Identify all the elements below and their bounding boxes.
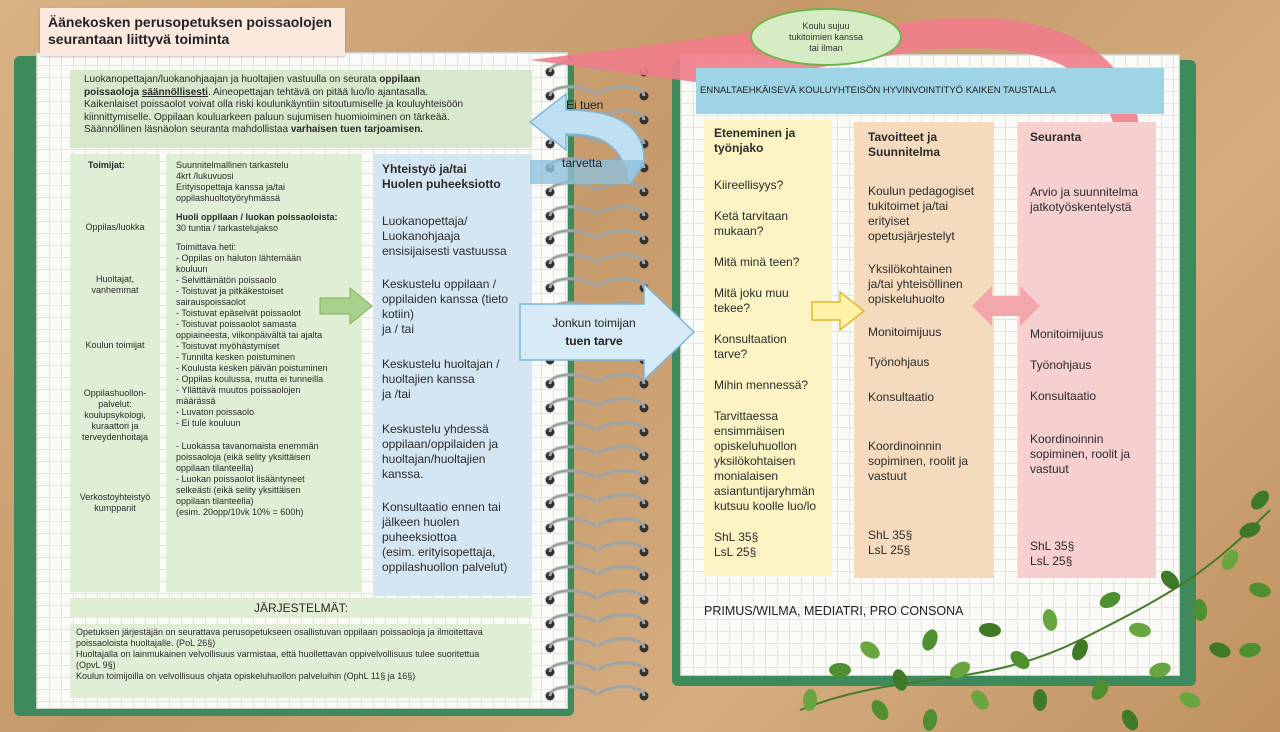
- goals-item-line: ShL 35§: [868, 528, 913, 542]
- needs-support-line-1: Jonkun toimijan: [552, 316, 636, 330]
- act-item: kouluun: [176, 264, 208, 274]
- no-support-line-1: Ei tuen: [566, 98, 604, 112]
- progress-item-line: asiantuntijaryhmän: [714, 484, 815, 498]
- law-line: Huoltajalla on lainmukainen velvollisuus varmistaa, että huollettavan oppivelvollisuus tulee suoritettua: [76, 649, 480, 659]
- progress-item-line: Ketä tarvitaan: [714, 209, 789, 223]
- progress-item-line: opiskeluhuollon: [714, 439, 797, 453]
- systems-list: PRIMUS/WILMA, MEDIATRI, PRO CONSONA: [704, 604, 964, 618]
- green-arrow: [318, 286, 374, 326]
- plan-line: Suunnitelmallinen tarkastelu: [176, 160, 289, 170]
- actor-guardians: Huoltajat, vanhemmat: [91, 274, 139, 295]
- progress-item-line: kutsuu koolle luo/lo: [714, 499, 817, 513]
- bubble-school-going-well: [750, 8, 902, 66]
- act-item: - Luvaton poissaolo: [176, 407, 255, 417]
- class-item: oppilaan tilanteella): [176, 463, 254, 473]
- cooperation-block-line: Keskustelu yhdessä: [382, 422, 489, 436]
- laws-box: [70, 624, 532, 698]
- goals-item: [868, 325, 980, 340]
- followup-item: [1030, 327, 1144, 342]
- class-item: selkeästi (eikä selity yksittäisen: [176, 485, 301, 495]
- cooperation-block: [382, 214, 524, 259]
- act-item: - Toistuvat myöhästymiset: [176, 341, 280, 351]
- plan-text: [176, 160, 352, 204]
- progress-item: [714, 378, 822, 393]
- class-item: - Luokassa tavanomaista enemmän: [176, 441, 319, 451]
- actor-network-partners: Verkostoyhteistyö kumppanit: [79, 492, 151, 513]
- followup-item: [1030, 185, 1144, 215]
- goals-item-line: tukitoimet ja/tai: [868, 199, 949, 213]
- class-list: [176, 441, 352, 518]
- followup-item-line: vastuut: [1030, 462, 1069, 476]
- cooperation-block-line: kanssa.: [382, 467, 424, 481]
- concern-value: 30 tuntia / tarkastelujakso: [176, 223, 279, 233]
- progress-item-line: Tarvittaessa: [714, 409, 779, 423]
- goals-item-line: Työnohjaus: [868, 355, 930, 369]
- followup-item: [1030, 358, 1144, 373]
- law-line: poissaoloista huoltajalle. (PoL 26§): [76, 638, 216, 648]
- right-header: [696, 68, 1164, 114]
- goals-item-line: vastuut: [868, 469, 907, 483]
- progress-item-line: yksilökohtaisen: [714, 454, 796, 468]
- pink-double-arrow: [970, 284, 1042, 328]
- goals-item: [868, 355, 980, 370]
- cooperation-block-line: oppilashuollon palvelut): [382, 560, 508, 574]
- needs-support-arrow: [518, 282, 696, 382]
- right-header-text: ENNALTAEHKÄISEVÄ KOULUYHTEISÖN HYVINVOINTITYÖ KAIKEN TAUSTALLA: [700, 85, 1056, 96]
- act-item: - Yllättävä muutos poissaolojen: [176, 385, 301, 395]
- cooperation-block-line: Keskustelu huoltajan /: [382, 357, 500, 371]
- goals-item-line: Yksilökohtainen: [868, 262, 953, 276]
- cooperation-block-line: ensisijaisesti vastuussa: [382, 244, 507, 258]
- intro-line5-pre: Säännöllinen läsnäolon seuranta mahdollistaa: [84, 124, 291, 135]
- followup-item-line: Työnohjaus: [1030, 358, 1092, 372]
- act-item: - Toistuvat poissaolot samasta: [176, 319, 297, 329]
- act-item: - Oppilas koulussa, mutta ei tunneilla: [176, 374, 324, 384]
- bubble-line-1: Koulu sujuu: [802, 20, 850, 31]
- plan-line: Erityisopettaja kanssa ja/tai: [176, 182, 286, 192]
- intro-box: [70, 70, 532, 148]
- yellow-arrow: [810, 290, 866, 332]
- title-box: [40, 8, 345, 56]
- bubble-line-3: tai ilman: [809, 42, 843, 53]
- progress-item-line: tarve?: [714, 347, 748, 361]
- cooperation-column: [374, 154, 532, 596]
- cooperation-block-line: Keskustelu oppilaan /: [382, 277, 497, 291]
- actor-student-welfare: Oppilashuollon-palvelut: koulupsykologi, kuraattori ja terveydenhoitaja: [81, 388, 149, 442]
- act-item: sairauspoissaolot: [176, 297, 246, 307]
- goals-item-line: Monitoimijuus: [868, 325, 942, 339]
- no-support-line-2: tarvetta: [562, 156, 603, 170]
- followup-item-line: sopiminen, roolit ja: [1030, 447, 1131, 461]
- act-item: - Oppilas on haluton lähtemään: [176, 253, 302, 263]
- class-item: (esim. 20opp/10vk 10% = 600h): [176, 507, 304, 517]
- act-item: määrässä: [176, 396, 216, 406]
- goals-item-line: LsL 25§: [868, 543, 911, 557]
- intro-line4: kiinnittymiselle. Oppilaan kouluarkeen paluun sujumisen huomioiminen on tärkeää.: [84, 111, 450, 123]
- goals-item: [868, 184, 980, 244]
- followup-title: Seuranta: [1030, 130, 1082, 144]
- cooperation-block-line: kotiin): [382, 307, 415, 321]
- cooperation-block-line: Luokanopettaja/: [382, 214, 468, 228]
- class-item: - Luokan poissaolot lisääntyneet: [176, 474, 305, 484]
- act-list: [176, 253, 352, 429]
- law-line: Koulun toimijoilla on velvollisuus ohjata opiskeluhuollon palveluihin (OphL 11§ ja 16§): [76, 671, 416, 681]
- bubble-line-2: tukitoimien kanssa: [788, 31, 864, 42]
- concern-title: Huoli oppilaan / luokan poissaoloista:: [176, 212, 338, 222]
- intro-line3: Kaikenlaiset poissaolot voivat olla riski koulunkäyntiin sitoutumiselle ja kouluyhteisöön: [84, 99, 464, 110]
- cooperation-block-line: oppilaiden kanssa (tieto: [382, 292, 509, 306]
- followup-item-line: Konsultaatio: [1030, 389, 1097, 403]
- followup-item-line: LsL 25§: [1030, 554, 1073, 568]
- progress-item-line: LsL 25§: [714, 545, 757, 559]
- goals-item-line: sopiminen, roolit ja: [868, 454, 969, 468]
- plan-line: oppilashuoltotyöryhmässä: [176, 193, 281, 203]
- class-item: poissaoloja (eikä selity yksittäisen: [176, 452, 311, 462]
- act-title: Toimittava heti:: [176, 242, 237, 252]
- followup-item-line: Monitoimijuus: [1030, 327, 1104, 341]
- plant-decoration: [780, 470, 1280, 732]
- cooperation-title-2: Huolen puheeksiotto: [382, 177, 501, 191]
- progress-item-line: ensimmäisen: [714, 424, 785, 438]
- cooperation-block: [382, 277, 524, 337]
- cooperation-block-line: Konsultaatio ennen tai: [382, 500, 501, 514]
- law-line: Opetuksen järjestäjän on seurattava perusopetukseen osallistuvan oppilaan poissaoloja ja ilmoitettava: [76, 627, 483, 637]
- actors-header: Toimijat:: [88, 160, 125, 170]
- goals-item-line: opiskeluhuolto: [868, 292, 945, 306]
- plan-line: 4krt /lukuvuosi: [176, 171, 234, 181]
- systems-label: JÄRJESTELMÄT:: [253, 601, 349, 615]
- cooperation-block: [382, 422, 524, 482]
- cooperation-block: [382, 357, 524, 402]
- progress-item: [714, 286, 822, 316]
- goals-title-2: Suunnitelma: [868, 145, 941, 159]
- cooperation-blocks: [382, 214, 524, 575]
- laws-list: [76, 627, 526, 682]
- progress-item-line: Mitä minä teen?: [714, 255, 800, 269]
- progress-title-1: Eteneminen ja: [714, 126, 796, 140]
- act-item: - Toistuvat epäselvät poissaolot: [176, 308, 301, 318]
- intro-line2-rest: . Aineopettajan tehtävä on pitää luo/lo ajantasalla.: [207, 86, 429, 98]
- title-line-2: seurantaan liittyvä toiminta: [48, 31, 230, 47]
- goals-title-1: Tavoitteet ja: [868, 130, 938, 144]
- cooperation-title-1: Yhteistyö ja/tai: [382, 162, 467, 176]
- cooperation-block-line: huoltajien kanssa: [382, 372, 475, 386]
- law-line: (OpvL 9§): [76, 660, 116, 670]
- goals-item: [868, 390, 980, 405]
- followup-item-line: Arvio ja suunnitelma: [1030, 185, 1139, 199]
- intro-line2-bold: poissaoloja: [84, 86, 142, 98]
- cooperation-block-line: oppilaan/oppilaiden ja: [382, 437, 499, 451]
- progress-item-line: Konsultaation: [714, 332, 787, 346]
- cooperation-block-line: ja /tai: [382, 387, 411, 401]
- followup-item-line: ShL 35§: [1030, 539, 1075, 553]
- actor-school-staff: Koulun toimijat: [85, 340, 145, 350]
- class-item: oppilaan tilanteella): [176, 496, 254, 506]
- intro-line2-underline: säännöllisesti: [141, 86, 208, 98]
- goals-item-line: Koordinoinnin: [868, 439, 942, 453]
- needs-support-line-2: tuen tarve: [565, 334, 623, 348]
- followup-item: [1030, 389, 1144, 404]
- cooperation-block-line: (esim. erityisopettaja,: [382, 545, 496, 559]
- no-support-arrow: [526, 80, 652, 190]
- progress-title-2: työnjako: [714, 141, 764, 155]
- progress-item-line: Mitä joku muu: [714, 286, 789, 300]
- systems-label-box: [70, 598, 532, 618]
- cooperation-block-line: puheeksiottoa: [382, 530, 457, 544]
- intro-line1-pre: Luokanopettajan/luokanohjaajan ja huoltajien vastuulla on seurata: [84, 74, 380, 85]
- progress-item: [714, 178, 822, 193]
- progress-item-line: Kiireellisyys?: [714, 178, 784, 192]
- actor-student: Oppilas/luokka: [85, 222, 145, 232]
- title-line-1: Äänekosken perusopetuksen poissaolojen: [48, 14, 332, 30]
- cooperation-block-line: huoltajan/huoltajien: [382, 452, 486, 466]
- intro-line1-bold: oppilaan: [379, 74, 421, 85]
- goals-item-line: erityiset: [868, 214, 910, 228]
- progress-item-line: Mihin mennessä?: [714, 378, 809, 392]
- goals-item: [868, 262, 980, 307]
- act-item: - Toistuvat ja pitkäkestoiset: [176, 286, 284, 296]
- goals-item-line: Koulun pedagogiset: [868, 184, 975, 198]
- followup-item-line: Koordinoinnin: [1030, 432, 1104, 446]
- actors-column: [70, 154, 160, 592]
- act-item: - Tunnilta kesken poistuminen: [176, 352, 296, 362]
- goals-item-line: Konsultaatio: [868, 390, 935, 404]
- progress-item-line: monialaisen: [714, 469, 779, 483]
- cooperation-block: [382, 500, 524, 575]
- intro-line5-bold: varhaisen tuen tarjoamisen.: [290, 124, 424, 135]
- progress-item: [714, 332, 822, 362]
- cooperation-block-line: jälkeen huolen: [382, 515, 460, 529]
- progress-item-line: ShL 35§: [714, 530, 759, 544]
- act-item: - Selvittämätön poissaolo: [176, 275, 277, 285]
- act-item: oppiaineesta, viikonpäivältä tai ajalta: [176, 330, 323, 340]
- goals-item-line: opetusjärjestelyt: [868, 229, 955, 243]
- act-item: - Ei tule kouluun: [176, 418, 241, 428]
- progress-item-line: mukaan?: [714, 224, 764, 238]
- act-item: - Koulusta kesken päivän poistuminen: [176, 363, 328, 373]
- cooperation-block-line: Luokanohjaaja: [382, 229, 461, 243]
- cooperation-block-line: ja / tai: [382, 322, 415, 336]
- goals-item-line: ja/tai yhteisöllinen: [868, 277, 963, 291]
- progress-item-line: tekee?: [714, 301, 751, 315]
- progress-item: [714, 209, 822, 239]
- monitoring-column: [166, 154, 362, 592]
- progress-item: [714, 255, 822, 270]
- followup-item-line: jatkotyöskentelystä: [1030, 200, 1132, 214]
